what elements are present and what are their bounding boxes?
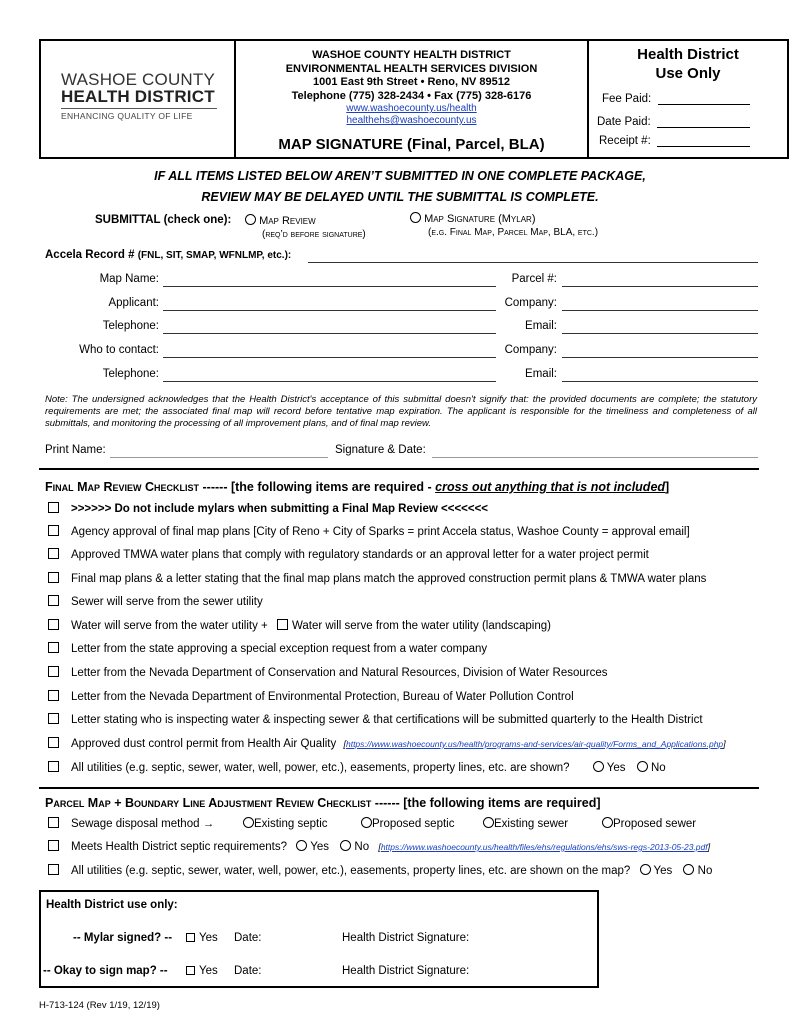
final-map-close: ] <box>665 480 670 494</box>
mylar-yes-option[interactable] <box>186 932 218 944</box>
landscaping-text: Water will serve from the water utility (landscaping) <box>291 620 551 632</box>
mylar-date-label: Date: <box>234 932 262 944</box>
acknowledgement-note: Note: The undersigned acknowledges that the Health District's acceptance of this submittal doesn't signify that: the provided documents are complete; the statutory requirements are met; the associated final map will record before tentative map expiration. The applicant is responsible for the timeliness and completeness of all submittals, and monitoring the processing of all improvement plans, and of final map review. <box>45 394 757 429</box>
address: 1001 East 9th Street • Reno, NV 89512 <box>312 76 511 88</box>
map-review-radio[interactable] <box>245 214 256 225</box>
map-utilities-yes[interactable] <box>640 865 673 877</box>
checkbox[interactable] <box>48 761 59 772</box>
accela-label-main: Accela Record # <box>45 249 135 261</box>
checkbox[interactable] <box>48 840 59 851</box>
email-link[interactable]: healthehs@washoecounty.us <box>346 115 477 126</box>
parcel-item-sewage <box>48 817 214 830</box>
parcel-input[interactable] <box>562 286 758 287</box>
office-use-cell <box>589 41 787 157</box>
website-link[interactable]: www.washoecounty.us/health <box>346 103 477 114</box>
checklist-item-text: Sewer will serve from the sewer utility <box>71 596 263 608</box>
parcel-label: Parcel #: <box>511 273 557 285</box>
fee-paid-label: Fee Paid: <box>602 93 652 105</box>
logo-divider <box>61 108 217 109</box>
okay-to-sign-label: -- Okay to sign map? -- <box>43 965 168 977</box>
logo-tagline: ENHANCING QUALITY OF LIFE <box>61 111 193 121</box>
logo-line1: WASHOE COUNTY <box>61 70 216 89</box>
no-label: No <box>354 841 370 853</box>
mylar-sig-label: Health District Signature: <box>342 932 470 944</box>
proposed-septic-option[interactable] <box>361 817 454 830</box>
checkbox[interactable] <box>48 572 59 583</box>
submittal-label: SUBMITTAL (check one): <box>95 214 232 226</box>
checklist-item-text: Letter from the Nevada Department of Environmental Protection, Bureau of Water Pollution Control <box>71 691 574 703</box>
checklist-item-1 <box>48 525 690 538</box>
mylar-yes-label: Yes <box>199 932 218 944</box>
existing-septic-option[interactable] <box>243 817 328 830</box>
telephone2-label: Telephone: <box>102 368 159 380</box>
proposed-septic-label: Proposed septic <box>372 818 455 830</box>
okay-sig-label: Health District Signature: <box>342 965 470 977</box>
okay-yes-option[interactable] <box>186 965 218 977</box>
warning-line2: REVIEW MAY BE DELAYED UNTIL THE SUBMITTAL IS COMPLETE. <box>201 190 599 204</box>
email2-input[interactable] <box>562 381 758 382</box>
checklist-item-text: Letter from the state approving a special exception request from a water company <box>71 643 488 655</box>
receipt-row <box>599 135 651 147</box>
yes-radio[interactable] <box>593 761 604 772</box>
office-use-title2: Use Only <box>655 65 721 82</box>
existing-septic-radio[interactable] <box>243 817 254 828</box>
proposed-sewer-label: Proposed sewer <box>613 818 697 830</box>
no-label: No <box>697 865 713 877</box>
print-name-input[interactable] <box>110 457 328 458</box>
mylar-yes-checkbox[interactable] <box>186 933 195 942</box>
checkbox[interactable] <box>48 595 59 606</box>
telephone-input[interactable] <box>163 333 496 334</box>
checklist-item-8 <box>48 690 574 703</box>
yes-label: Yes <box>653 865 673 877</box>
checkbox[interactable] <box>48 525 59 536</box>
logo-line2: HEALTH DISTRICT <box>61 87 215 106</box>
office-use-title <box>589 45 787 83</box>
checklist-item-text: Water will serve from the water utility + <box>71 620 268 632</box>
existing-sewer-label: Existing sewer <box>494 818 569 830</box>
checklist-item-text: Agency approval of final map plans [City of Reno + City of Sparks = print Accela status, Washoe County = approval email] <box>71 526 690 538</box>
email-label: Email: <box>525 320 557 332</box>
phone-fax: Telephone (775) 328-2434 • Fax (775) 328-6176 <box>291 89 532 102</box>
email-input[interactable] <box>562 333 758 334</box>
section-divider-2 <box>39 787 759 789</box>
utilities-no[interactable] <box>637 762 666 774</box>
checklist-item-10: Approved dust control permit from Health Air Quality [https://www.washoecounty.us/health/programs-and-services/air-quality/Forms_and_Applications.php] <box>48 737 726 750</box>
checklist-item-4 <box>48 595 263 608</box>
fee-paid-line[interactable] <box>658 104 750 105</box>
checklist-item-text: Approved dust control permit from Health Air Quality <box>71 738 337 750</box>
health-district-use-box <box>39 890 599 988</box>
okay-yes-label: Yes <box>199 965 218 977</box>
parcel-item-utilities <box>48 864 712 877</box>
print-name-label: Print Name: <box>45 444 106 456</box>
utilities-yes[interactable] <box>593 762 626 774</box>
checklist-item-text: >>>>>> Do not include mylars when submitting a Final Map Review <<<<<<< <box>71 503 489 515</box>
existing-sewer-option[interactable] <box>483 817 568 830</box>
yes-radio[interactable] <box>640 864 651 875</box>
checkbox[interactable] <box>48 817 59 828</box>
date-paid-label: Date Paid: <box>597 116 651 128</box>
form-title: MAP SIGNATURE (Final, Parcel, BLA) <box>278 136 545 153</box>
checklist-item-2 <box>48 548 649 561</box>
map-review-label: Map Review <box>259 215 316 227</box>
signature-date-label: Signature & Date: <box>335 444 426 456</box>
warning-line1: IF ALL ITEMS LISTED BELOW AREN’T SUBMITTED IN ONE COMPLETE PACKAGE, <box>154 169 646 183</box>
company-label: Company: <box>504 297 557 309</box>
agency-info <box>236 41 589 157</box>
checklist-item-text: Final map plans & a letter stating that the final map plans match the approved construction permit plans & TMWA water plans <box>71 573 707 585</box>
submittal-option-map-review[interactable] <box>245 214 316 227</box>
checkbox[interactable] <box>48 666 59 677</box>
parcel-map-suffix: ------ [the following items are required] <box>371 796 601 810</box>
final-map-strike-note: cross out anything that is not included <box>435 480 666 494</box>
yes-label: Yes <box>310 841 329 853</box>
map-review-sub: (req’d before signature) <box>262 229 366 240</box>
septic-yes[interactable] <box>296 841 329 853</box>
checklist-item-6 <box>48 642 487 655</box>
fee-paid-row <box>602 93 651 105</box>
yes-radio[interactable] <box>296 840 307 851</box>
company-input[interactable] <box>562 310 758 311</box>
submittal-option-map-signature[interactable] <box>410 212 535 225</box>
map-signature-sub: (e.g. Final Map, Parcel Map, BLA, etc.) <box>428 227 599 238</box>
okay-yes-checkbox[interactable] <box>186 966 195 975</box>
existing-sewer-radio[interactable] <box>483 817 494 828</box>
section-divider-1 <box>39 468 759 470</box>
date-paid-row <box>597 116 651 128</box>
checkbox[interactable] <box>48 502 59 513</box>
final-map-dashes: ------ [the following items are required - <box>199 480 436 494</box>
map-signature-label: Map Signature (Mylar) <box>424 213 536 225</box>
form-id: H-713-124 (Rev 1/19, 12/19) <box>39 1000 160 1011</box>
septic-regs-link[interactable]: https://www.washoecounty.us/health/files/ehs/regulations/ehs/sws-regs-2013-05-23.pdf <box>380 842 708 852</box>
air-quality-link[interactable]: https://www.washoecounty.us/health/programs-and-services/air-quality/Forms_and_Applications.php <box>345 739 724 749</box>
division-name: ENVIRONMENTAL HEALTH SERVICES DIVISION <box>285 62 538 75</box>
parcel-map-heading <box>45 796 601 810</box>
map-name-input[interactable] <box>163 286 496 287</box>
who-contact-label: Who to contact: <box>79 344 159 356</box>
checkbox[interactable] <box>48 737 59 748</box>
proposed-septic-radio[interactable] <box>361 817 372 828</box>
utilities-label: All utilities (e.g. septic, sewer, water, well, power, etc.), easements, property lines, etc. are shown on the map? <box>71 865 631 877</box>
checkbox[interactable] <box>48 713 59 724</box>
proposed-sewer-option[interactable] <box>602 817 696 830</box>
no-radio[interactable] <box>637 761 648 772</box>
email2-label: Email: <box>525 368 557 380</box>
proposed-sewer-radio[interactable] <box>602 817 613 828</box>
checklist-item-9 <box>48 713 703 726</box>
checkbox[interactable] <box>48 642 59 653</box>
company2-input[interactable] <box>562 357 758 358</box>
who-contact-input[interactable] <box>163 357 496 358</box>
logo-cell <box>41 41 236 157</box>
checklist-item-7 <box>48 666 608 679</box>
checklist-item-3 <box>48 572 706 585</box>
no-radio[interactable] <box>683 864 694 875</box>
map-signature-radio[interactable] <box>410 212 421 223</box>
accela-label-sub: (FNL, SIT, SMAP, WFNLMP, etc.): <box>137 250 292 261</box>
no-label: No <box>650 762 666 774</box>
checklist-item-text: All utilities (e.g. septic, sewer, water, well, power, etc.), easements, property lines, etc. are shown? <box>71 762 570 774</box>
parcel-item-septic: Meets Health District septic requirements? Yes No [https://www.washoecounty.us/health/files/ehs/regulations/ehs/sws-regs-2013-05-23.pdf] <box>48 840 710 853</box>
checkbox[interactable] <box>48 864 59 875</box>
map-name-label: Map Name: <box>99 273 159 285</box>
checkbox[interactable] <box>48 548 59 559</box>
final-map-heading <box>45 480 669 494</box>
no-radio[interactable] <box>340 840 351 851</box>
receipt-label: Receipt #: <box>599 135 651 147</box>
sewage-label: Sewage disposal method → <box>71 818 215 830</box>
hd-box-title: Health District use only: <box>46 899 178 911</box>
septic-no[interactable] <box>340 841 369 853</box>
okay-date-label: Date: <box>234 965 262 977</box>
telephone2-input[interactable] <box>163 381 496 382</box>
landscaping-checkbox[interactable] <box>277 619 288 630</box>
checklist-item-11 <box>48 761 666 774</box>
org-name: WASHOE COUNTY HEALTH DISTRICT <box>312 49 511 61</box>
checklist-item-text: Approved TMWA water plans that comply with regulatory standards or an approval letter for a water project permit <box>71 549 649 561</box>
checklist-item-5 <box>48 619 551 632</box>
date-paid-line[interactable] <box>657 127 750 128</box>
yes-label: Yes <box>606 762 626 774</box>
existing-septic-label: Existing septic <box>254 818 328 830</box>
accela-label <box>45 249 291 261</box>
form-header <box>39 39 789 159</box>
accela-input[interactable] <box>308 262 758 263</box>
company2-label: Company: <box>504 344 557 356</box>
checkbox[interactable] <box>48 619 59 630</box>
checkbox[interactable] <box>48 690 59 701</box>
mylar-signed-label: -- Mylar signed? -- <box>73 932 173 944</box>
final-map-title: Final Map Review Checklist <box>45 480 200 494</box>
applicant-label: Applicant: <box>108 297 159 309</box>
map-utilities-no[interactable] <box>683 865 712 877</box>
checklist-item-0 <box>48 502 488 515</box>
signature-date-input[interactable] <box>432 457 758 458</box>
checklist-item-text: Letter stating who is inspecting water & inspecting sewer & that certifications will be submitted quarterly to the Health District <box>71 714 703 726</box>
receipt-line[interactable] <box>657 146 750 147</box>
checklist-item-text: Letter from the Nevada Department of Conservation and Natural Resources, Division of Water Resources <box>71 667 608 679</box>
telephone-label: Telephone: <box>102 320 159 332</box>
parcel-map-title: Parcel Map + Boundary Line Adjustment Review Checklist <box>45 796 372 810</box>
applicant-input[interactable] <box>163 310 496 311</box>
office-use-title1: Health District <box>637 46 739 63</box>
septic-req-label: Meets Health District septic requirements? <box>71 841 288 853</box>
